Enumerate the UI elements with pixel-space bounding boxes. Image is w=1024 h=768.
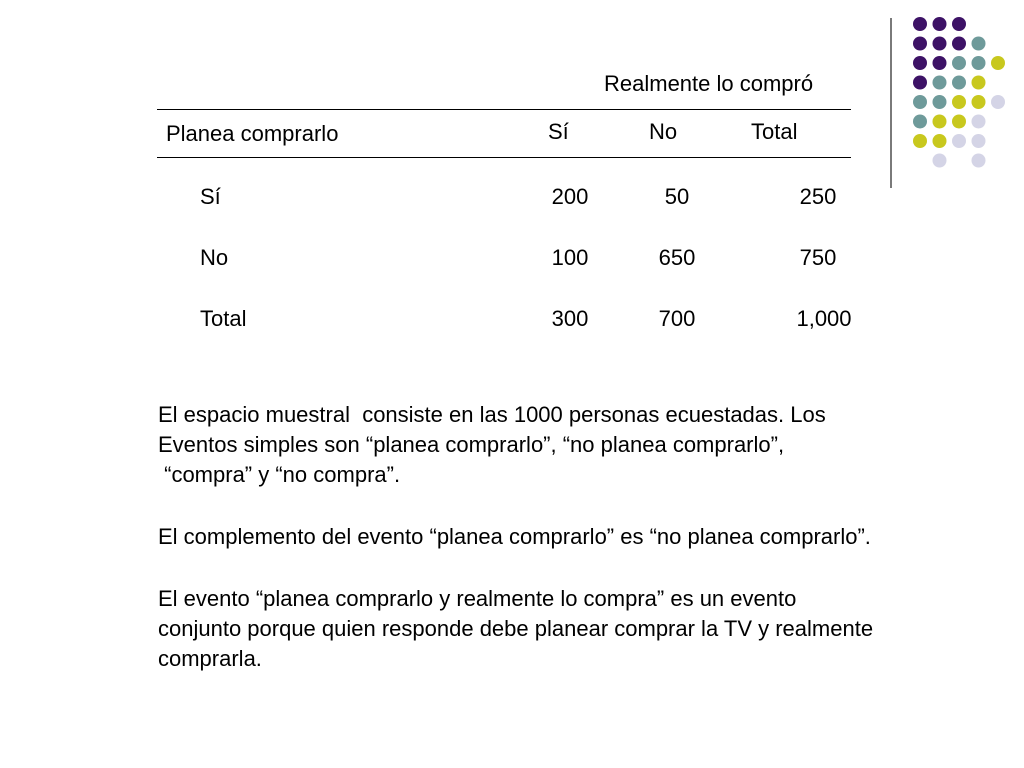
decorative-dot — [913, 134, 927, 148]
decorative-dot — [952, 76, 966, 90]
decorative-dot — [913, 95, 927, 109]
row-label: No — [200, 245, 229, 270]
column-header-total: Total — [751, 119, 798, 144]
decorative-dot — [913, 115, 927, 129]
row-label: Total — [200, 306, 247, 331]
table-cell: 700 — [658, 306, 696, 331]
decorative-dot — [972, 134, 986, 148]
decorative-dot — [913, 37, 927, 51]
table-cell: 650 — [658, 245, 696, 270]
table-top-rule — [157, 109, 851, 110]
table-cell: 50 — [664, 184, 690, 209]
decorative-dot — [933, 95, 947, 109]
decorative-dot — [972, 115, 986, 129]
decorative-dot-grid — [0, 0, 1024, 200]
column-header-no: No — [649, 119, 678, 144]
decorative-dot — [933, 17, 947, 31]
decorative-dot — [933, 76, 947, 90]
decorative-dot — [972, 56, 986, 70]
paragraph-joint-event: El evento “planea comprarlo y realmente lo compra” es un evento conjunto porque quien responde debe planear comprar la TV y realmente comprarla. — [158, 586, 874, 671]
decorative-dot — [952, 56, 966, 70]
decorative-dot — [933, 56, 947, 70]
table-header-rule — [157, 157, 851, 158]
decorative-dot — [972, 76, 986, 90]
decorative-dot — [933, 134, 947, 148]
column-header-si: Sí — [548, 119, 569, 144]
decorative-dot — [952, 37, 966, 51]
decorative-dot — [952, 134, 966, 148]
decorative-dot — [952, 17, 966, 31]
table-cell: 1,000 — [796, 306, 852, 331]
decorative-dot — [972, 37, 986, 51]
decorative-dot — [952, 95, 966, 109]
decorative-vertical-line — [890, 18, 892, 188]
decorative-dot — [913, 56, 927, 70]
decorative-dot — [913, 76, 927, 90]
paragraph-complement: El complemento del evento “planea comprarlo” es “no planea comprarlo”. — [158, 524, 871, 549]
table-cell: 750 — [799, 245, 837, 270]
decorative-dot — [972, 95, 986, 109]
table-cell: 100 — [551, 245, 589, 270]
decorative-dot — [933, 115, 947, 129]
decorative-dot — [972, 154, 986, 168]
decorative-dot — [991, 95, 1005, 109]
column-group-header: Realmente lo compró — [604, 71, 814, 96]
row-label: Sí — [200, 184, 221, 209]
decorative-dot — [913, 17, 927, 31]
decorative-dot — [991, 56, 1005, 70]
row-header: Planea comprarlo — [166, 121, 339, 146]
table-cell: 250 — [799, 184, 837, 209]
decorative-dot — [933, 154, 947, 168]
decorative-dot — [952, 115, 966, 129]
decorative-dot — [933, 37, 947, 51]
paragraph-sample-space: El espacio muestral consiste en las 1000 personas ecuestadas. Los Eventos simples son “planea comprarlo”, “no planea comprarlo”, “compra” y “no compra”. — [158, 402, 826, 487]
table-cell: 300 — [551, 306, 589, 331]
table-cell: 200 — [551, 184, 589, 209]
